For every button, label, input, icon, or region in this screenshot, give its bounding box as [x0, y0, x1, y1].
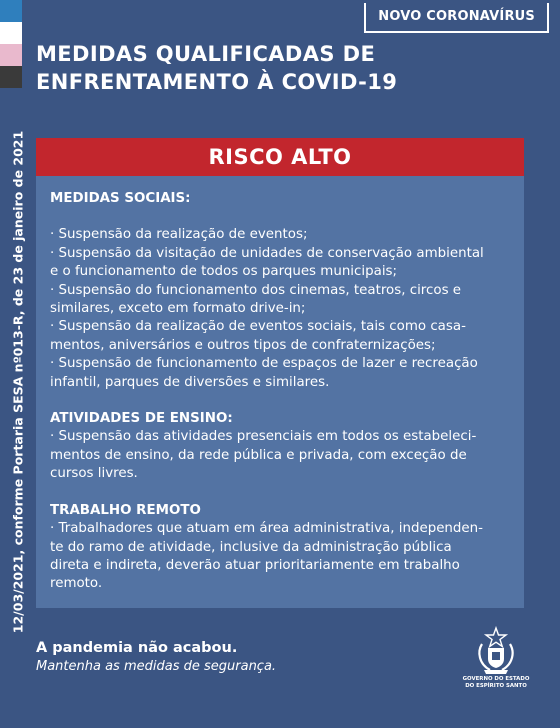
- list-item: cursos livres.: [50, 466, 138, 482]
- list-item: · Suspensão do funcionamento dos cinemas, teatros, circos e: [50, 282, 462, 298]
- list-item: te do ramo de atividade, inclusive da administração pública: [50, 539, 452, 555]
- color-strip-blue: [0, 0, 22, 22]
- side-date-text: 12/03/2021, conforme Portaria SESA nº013-R, de 23 de janeiro de 2021: [10, 130, 26, 634]
- measures-panel: [36, 176, 524, 608]
- color-strip-dark: [0, 66, 22, 88]
- list-item: mentos de ensino, da rede pública e privada, com exceção de: [50, 447, 467, 463]
- list-item: · Suspensão da visitação de unidades de conservação ambiental: [50, 245, 484, 261]
- list-item: · Suspensão da realização de eventos;: [50, 227, 308, 243]
- section-title-education: ATIVIDADES DE ENSINO:: [50, 411, 233, 427]
- list-item: similares, exceto em formato drive-in;: [50, 301, 306, 317]
- education-measures-list: [50, 428, 510, 483]
- social-measures-list: [50, 226, 510, 392]
- footer-headline: A pandemia não acabou.: [36, 640, 238, 656]
- list-item: mentos, aniversários e outros tipos de confraternizações;: [50, 337, 436, 353]
- color-strip-white: [0, 22, 22, 44]
- list-item: · Suspensão da realização de eventos sociais, tais como casa-: [50, 319, 466, 335]
- list-item: · Trabalhadores que atuam em área administrativa, independen-: [50, 521, 483, 537]
- government-name-line2: DO ESPÍRITO SANTO: [465, 683, 527, 689]
- government-logo: [458, 626, 534, 690]
- risk-level-banner: RISCO ALTO: [36, 138, 524, 176]
- footer-message: [36, 640, 276, 674]
- remote-work-list: [50, 520, 510, 594]
- section-title-social: MEDIDAS SOCIAIS:: [50, 191, 191, 206]
- color-strip-pink: [0, 44, 22, 66]
- government-name-line1: GOVERNO DO ESTADO: [462, 676, 530, 682]
- list-item: infantil, parques de diversões e similares.: [50, 374, 330, 390]
- list-item: · Suspensão das atividades presenciais em todos os estabeleci-: [50, 429, 477, 445]
- list-item: remoto.: [50, 576, 103, 592]
- side-date-note: [7, 118, 29, 646]
- list-item: e o funcionamento de todos os parques municipais;: [50, 264, 398, 280]
- list-item: direta e indireta, deverão atuar prioritariamente em trabalho: [50, 557, 460, 573]
- section-title-remote: TRABALHO REMOTO: [50, 502, 201, 518]
- footer-subline: Mantenha as medidas de segurança.: [36, 659, 277, 674]
- topic-badge: NOVO CORONAVÍRUS: [364, 3, 549, 33]
- state-crest-icon: [474, 626, 518, 676]
- list-item: · Suspensão de funcionamento de espaços de lazer e recreação: [50, 356, 478, 372]
- page-title: MEDIDAS QUALIFICADAS DE ENFRENTAMENTO À COVID-19: [36, 42, 398, 94]
